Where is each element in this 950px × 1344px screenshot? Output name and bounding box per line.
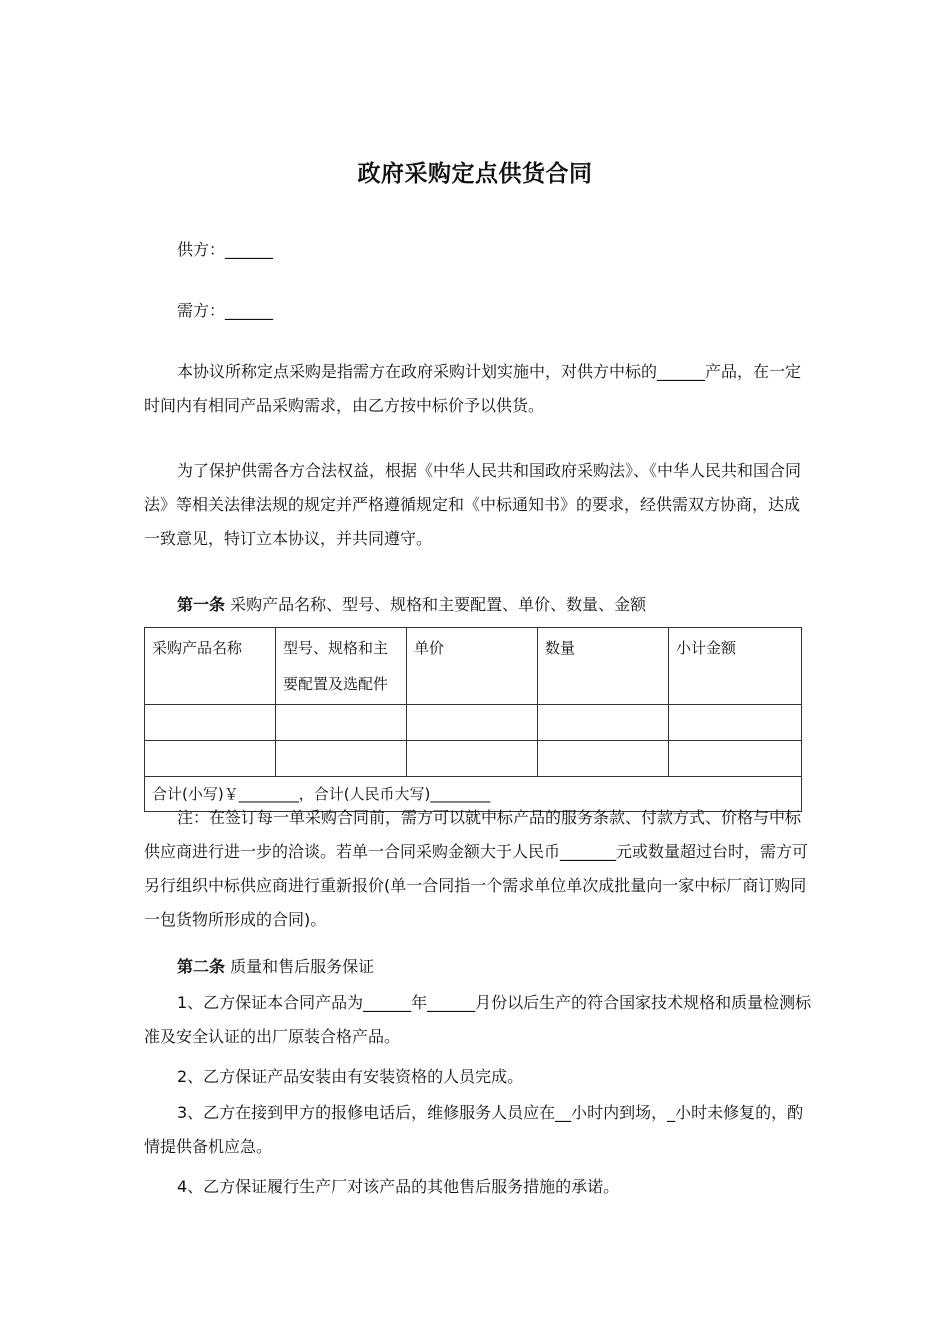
- clause-2: 2、乙方保证产品安装由有安装资格的人员完成。: [177, 1067, 524, 1086]
- table-cell: [538, 741, 669, 777]
- header-model-spec: 型号、规格和主要配置及选配件: [276, 628, 407, 705]
- header-unit-price: 单价: [407, 628, 538, 705]
- article-2-text: 质量和售后服务保证: [225, 957, 375, 976]
- table-header-row: [145, 628, 802, 705]
- header-subtotal: 小计金额: [669, 628, 802, 705]
- procurement-table: [144, 627, 802, 812]
- clause-3: 3、乙方在接到甲方的报修电话后，维修服务人员应在__小时内到场，_小时未修复的，酌情提供备机应急。: [144, 1103, 804, 1156]
- intro-paragraph-2: 为了保护供需各方合法权益，根据《中华人民共和国政府采购法》、《中华人民共和国合同法》等相关法律法规的规定并严格遵循规定和《中标通知书》的要求，经供需双方协商，达成一致意见，特订立本协议，并共同遵守。: [144, 461, 802, 548]
- buyer-line: 需方：______: [177, 301, 274, 320]
- table-cell: [145, 741, 276, 777]
- header-quantity: 数量: [538, 628, 669, 705]
- article-1-label: 第一条: [177, 595, 226, 614]
- table-cell: [669, 741, 802, 777]
- clause-4: 4、乙方保证履行生产厂对该产品的其他售后服务措施的承诺。: [177, 1177, 620, 1196]
- article-1-heading: [144, 588, 812, 622]
- supplier-line: 供方：______: [177, 240, 274, 259]
- intro-paragraph-1: 本协议所称定点采购是指需方在政府采购计划实施中，对供方中标的______产品，在一定时间内有相同产品采购需求，由乙方按中标价予以供货。: [144, 362, 802, 415]
- table-cell: [145, 705, 276, 741]
- table-cell: [276, 741, 407, 777]
- table-row: [145, 741, 802, 777]
- table-cell: [407, 705, 538, 741]
- table-cell: [538, 705, 669, 741]
- clause-1: 1、乙方保证本合同产品为______年______月份以后生产的符合国家技术规格和质量检测标准及安全认证的出厂原装合格产品。: [144, 993, 812, 1046]
- table-cell: [669, 705, 802, 741]
- note-paragraph: 注：在签订每一单采购合同前，需方可以就中标产品的服务条款、付款方式、价格与中标供应商进行进一步的洽谈。若单一合同采购金额大于人民币_______元或数量超过台时，需方可另行组织中标供应商进行重新报价(单一合同指一个需求单位单次成批量向一家中标厂商订购同一包货物所形成的合同)。: [144, 808, 809, 929]
- header-product-name: 采购产品名称: [145, 628, 276, 705]
- table-cell: [407, 741, 538, 777]
- table-cell: [276, 705, 407, 741]
- article-1-text: 采购产品名称、型号、规格和主要配置、单价、数量、金额: [225, 595, 647, 614]
- document-title: 政府采购定点供货合同: [357, 161, 593, 187]
- article-2-heading: [144, 950, 812, 984]
- table-row: [145, 705, 802, 741]
- table-total-cell: 合计(小写)￥________，合计(人民币大写)________: [145, 777, 802, 812]
- article-2-label: 第二条: [177, 957, 226, 976]
